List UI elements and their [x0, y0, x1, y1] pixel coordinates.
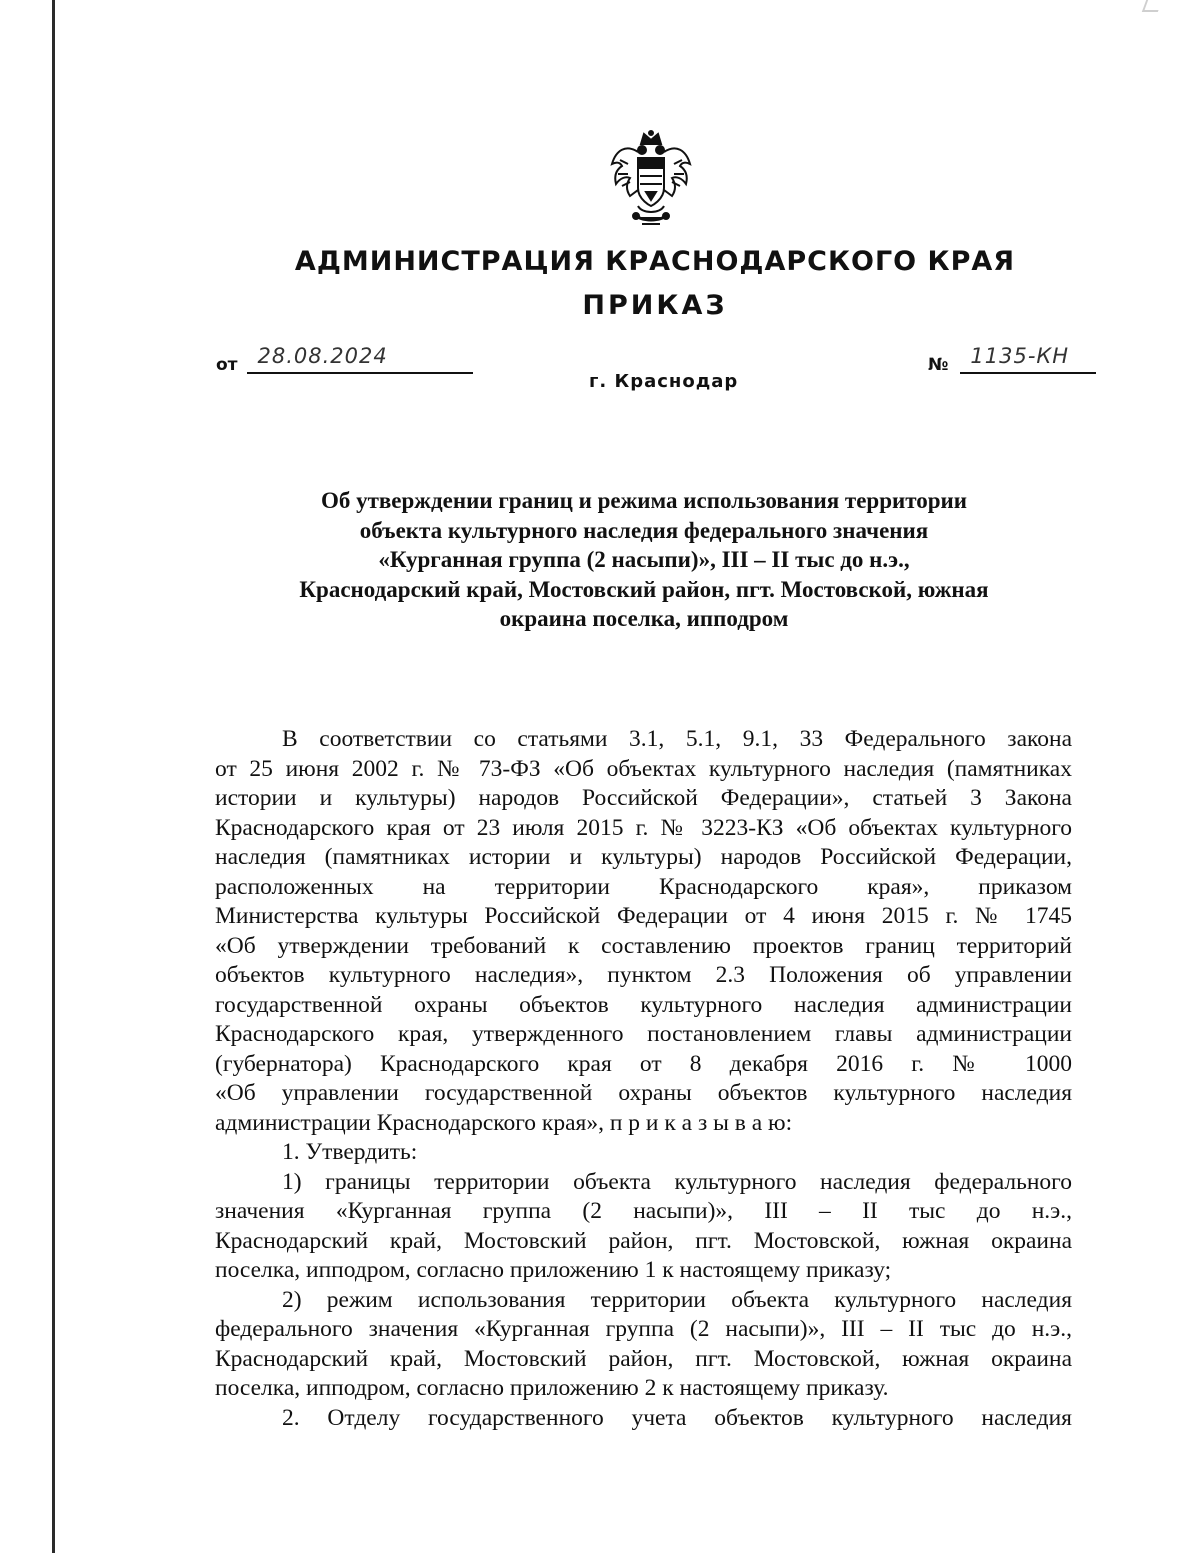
body-line: Министерства культуры Российской Федерации от 4 июня 2015 г. № 1745 — [215, 903, 1072, 929]
scan-artifact — [1142, 0, 1162, 12]
number-underline — [960, 344, 1096, 374]
body-line: 1. Утвердить: — [282, 1139, 418, 1165]
title-line: «Курганная группа (2 насыпи)», III – II тыс до н.э., — [378, 547, 910, 572]
body-line: Краснодарский край, Мостовский район, пгт. Мостовской, южная окраина — [215, 1345, 1072, 1372]
body-line: администрации Краснодарского края», п р и к а з ы в а ю: — [215, 1109, 793, 1136]
body-line: «Об утверждении требований к составлению проектов границ территорий — [215, 932, 1072, 959]
body-line: «Об управлении государственной охраны объектов культурного наследия — [215, 1080, 1072, 1106]
body-line: объектов культурного наследия», пунктом 2.3 Положения об управлении — [215, 962, 1072, 988]
order-title — [244, 486, 1044, 634]
body-line: наследия (памятниках истории и культуры) народов Российской Федерации, — [215, 844, 1072, 870]
title-line: окраина поселка, ипподром — [499, 606, 789, 631]
scan-edge — [52, 0, 55, 1553]
body-line: значения «Курганная группа (2 насыпи)», III – II тыс до н.э., — [215, 1198, 1072, 1224]
document-type: ПРИКАЗ — [582, 290, 728, 321]
body-line: федерального значения «Курганная группа (2 насыпи)», III – II тыс до н.э., — [215, 1316, 1072, 1342]
body-line: поселка, ипподром, согласно приложению 1 к настоящему приказу; — [215, 1257, 892, 1283]
body-line: Краснодарский край, Мостовский район, пгт. Мостовской, южная окраина — [215, 1227, 1072, 1254]
date-field — [216, 344, 473, 375]
city: г. Краснодар — [589, 371, 739, 392]
number-prefix: № — [928, 355, 949, 375]
number-value: 1135-КН — [970, 344, 1070, 368]
body-line: поселка, ипподром, согласно приложению 2 к настоящему приказу. — [215, 1375, 889, 1401]
body-line: (губернатора) Краснодарского края от 8 декабря 2016 г. № 1000 — [215, 1050, 1072, 1077]
coat-of-arms-icon — [608, 130, 694, 230]
title-line: Об утверждении границ и режима использования территории — [320, 488, 968, 513]
body-line: Краснодарского края, утвержденного постановлением главы администрации — [215, 1021, 1072, 1047]
title-line: Краснодарский край, Мостовский район, пгт. Мостовской, южная — [299, 576, 989, 602]
body-line: истории и культуры) народов Российской Федерации», статьей 3 Закона — [215, 785, 1072, 811]
body-line: 2) режим использования территории объекта культурного наследия — [282, 1286, 1072, 1313]
title-line: объекта культурного наследия федерального значения — [359, 517, 929, 543]
organization-title: АДМИНИСТРАЦИЯ КРАСНОДАРСКОГО КРАЯ — [294, 246, 1016, 277]
body-line: 1) границы территории объекта культурного наследия федерального — [282, 1168, 1072, 1195]
date-prefix: от — [216, 355, 238, 375]
body-line: 2. Отделу государственного учета объектов культурного наследия — [282, 1404, 1072, 1431]
date-value: 28.08.2024 — [257, 344, 388, 368]
body-line: от 25 июня 2002 г. № 73-ФЗ «Об объектах культурного наследия (памятниках — [215, 755, 1072, 782]
order-body — [215, 725, 1072, 1433]
body-line: Краснодарского края от 23 июля 2015 г. № 3223-КЗ «Об объектах культурного — [215, 814, 1072, 841]
body-line: государственной охраны объектов культурного наследия администрации — [215, 991, 1072, 1018]
body-line: расположенных на территории Краснодарского края», приказом — [215, 873, 1072, 900]
number-field — [928, 344, 1096, 375]
body-line: В соответствии со статьями 3.1, 5.1, 9.1, 33 Федерального закона — [282, 726, 1072, 752]
date-underline — [247, 344, 473, 374]
